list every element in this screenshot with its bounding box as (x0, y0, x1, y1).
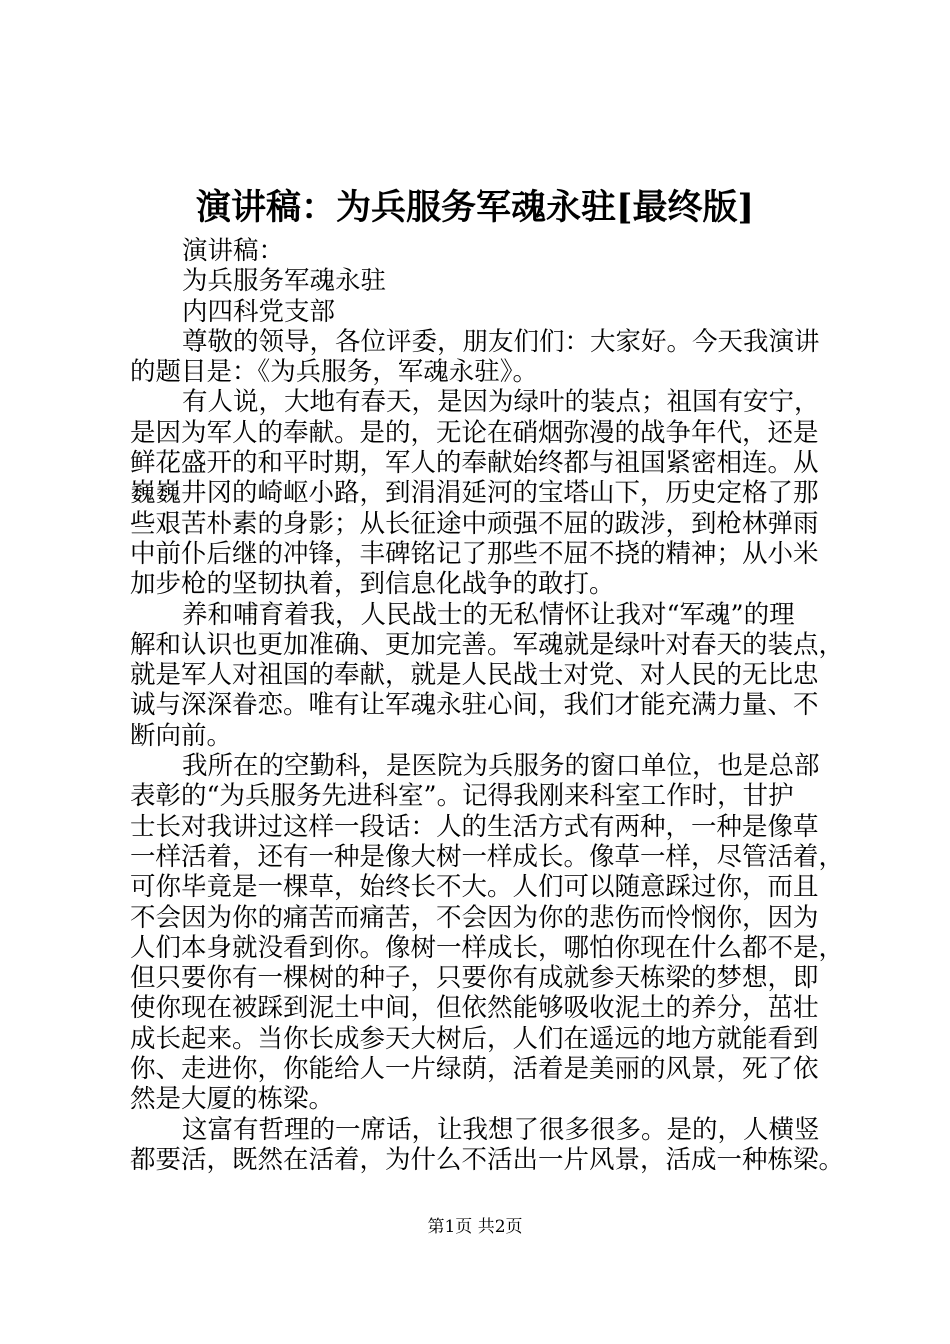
body-line: 解和认识也更加准确、更加完善。军魂就是绿叶对春天的装点， (130, 629, 845, 660)
body-line: 都要活，既然在活着，为什么不活出一片风景，活成一种栋梁。 (130, 1144, 845, 1175)
body-line: 不会因为你的痛苦而痛苦，不会因为你的悲伤而怜悯你，因为 (130, 902, 819, 933)
body-line: 你、走进你，你能给人一片绿荫，活着是美丽的风景，死了依 (130, 1054, 819, 1085)
body-line: 加步枪的坚韧执着，到信息化战争的敢打。 (130, 569, 615, 600)
body-line: 的题目是：《为兵服务，军魂永驻》。 (130, 357, 539, 388)
body-line: 诚与深深眷恋。唯有让军魂永驻心间，我们才能充满力量、不 (130, 690, 819, 721)
body-line: 使你现在被踩到泥土中间，但依然能够吸收泥土的养分，茁壮 (130, 993, 819, 1024)
paragraph-start-line: 养和哺育着我，人民战士的无私情怀让我对“军魂”的理 (182, 599, 795, 630)
document-title: 演讲稿：为兵服务军魂永驻[最终版] (195, 187, 755, 228)
body-line: 成长起来。当你长成参天大树后，人们在遥远的地方就能看到 (130, 1023, 819, 1054)
body-line: 中前仆后继的冲锋，丰碑铭记了那些不屈不挠的精神；从小米 (130, 538, 819, 569)
body-line: 表彰的“为兵服务先进科室”。记得我刚来科室工作时，甘护 (130, 781, 794, 812)
body-line: 但只要你有一棵树的种子，只要你有成就参天栋梁的梦想，即 (130, 963, 819, 994)
body-line: 可你毕竟是一棵草，始终长不大。人们可以随意踩过你，而且 (130, 872, 819, 903)
paragraph-start-line: 这富有哲理的一席话，让我想了很多很多。是的，人横竖 (182, 1114, 820, 1145)
body-line: 些艰苦朴素的身影；从长征途中顽强不屈的跋涉，到枪林弹雨 (130, 508, 819, 539)
paragraph-start-line: 尊敬的领导，各位评委，朋友们们：大家好。今天我演讲 (182, 326, 820, 357)
body-line: 断向前。 (130, 720, 233, 751)
body-line: 是因为军人的奉献。是的，无论在硝烟弥漫的战争年代，还是 (130, 417, 819, 448)
body-line: 士长对我讲过这样一段话：人的生活方式有两种，一种是像草 (130, 811, 819, 842)
body-line: 人们本身就没看到你。像树一样成长，哪怕你现在什么都不是， (130, 932, 845, 963)
body-line: 为兵服务军魂永驻 (182, 266, 387, 297)
body-line: 就是军人对祖国的奉献，就是人民战士对党、对人民的无比忠 (130, 660, 819, 691)
body-line: 然是大厦的栋梁。 (130, 1084, 335, 1115)
paragraph-start-line: 我所在的空勤科，是医院为兵服务的窗口单位，也是总部 (182, 751, 820, 782)
body-line: 一样活着，还有一种是像大树一样成长。像草一样，尽管活着， (130, 841, 845, 872)
body-line: 巍巍井冈的崎岖小路，到涓涓延河的宝塔山下，历史定格了那 (130, 478, 819, 509)
paragraph-start-line: 有人说，大地有春天，是因为绿叶的装点；祖国有安宁， (182, 387, 820, 418)
document-body (130, 236, 845, 1175)
body-line: 鲜花盛开的和平时期，军人的奉献始终都与祖国紧密相连。从 (130, 448, 819, 479)
body-line: 演讲稿： (182, 236, 285, 266)
page-number-footer: 第1页 共2页 (427, 1217, 523, 1237)
body-line: 内四科党支部 (182, 296, 336, 327)
